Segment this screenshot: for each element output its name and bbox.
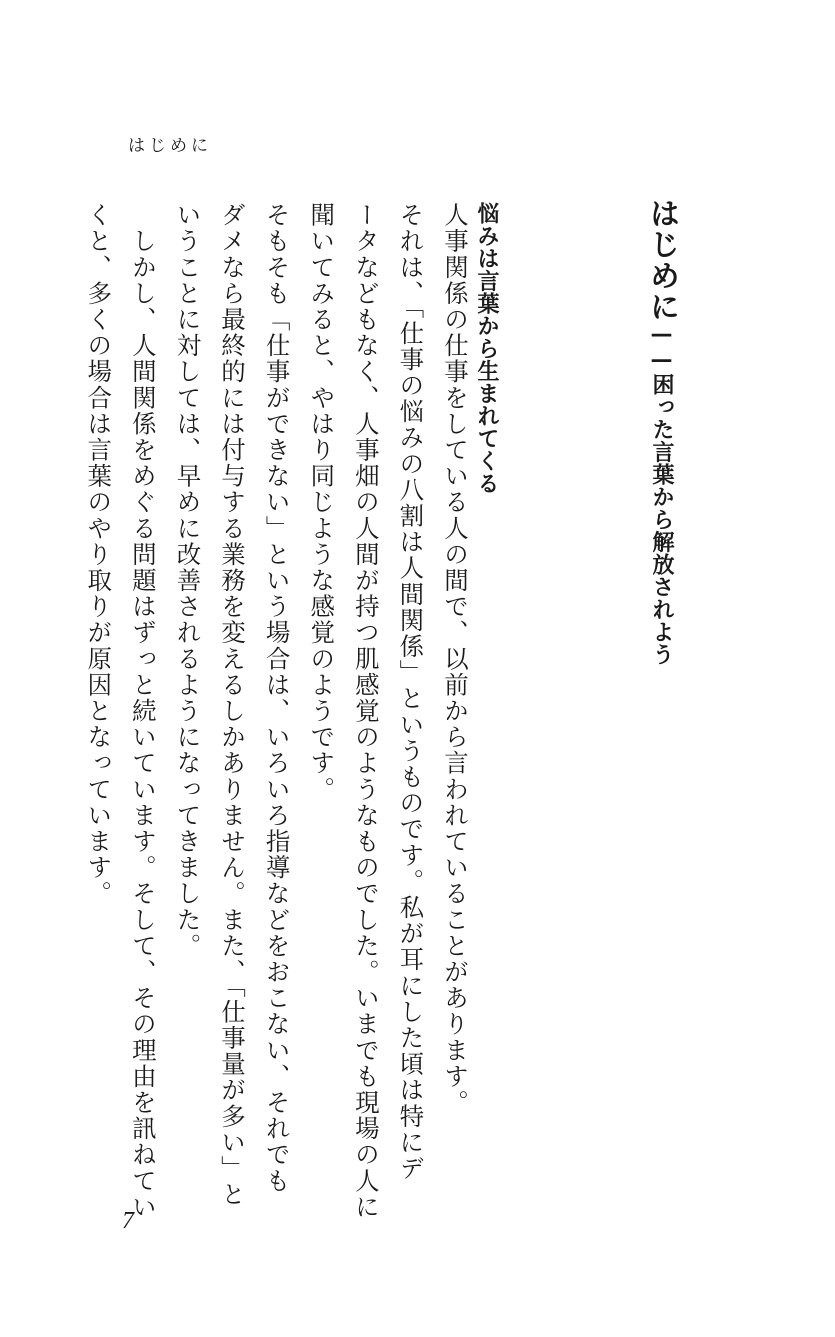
chapter-title — [641, 198, 681, 666]
section-heading: 悩みは言葉から生まれてくる — [474, 202, 499, 495]
chapter-subtitle: 困った言葉から解放されよう — [649, 373, 674, 666]
body-column: いうことに対しては、早めに改善されるようになってきました。 — [173, 202, 203, 959]
body-column: そもそも「仕事ができない」という場合は、いろいろ指導などをおこない、それでも — [262, 202, 292, 1194]
body-column: それは、「仕事の悩みの八割は人間関係」というものです。私が耳にした頃は特にデ — [396, 202, 426, 1182]
body-column: ータなどもなく、人事畑の人間が持つ肌感覚のようなものでした。いまでも現場の人に — [351, 202, 381, 1220]
chapter-title-main: はじめに — [644, 198, 679, 322]
body-column: ダメなら最終的には付与する業務を変えるしかありません。また、「仕事量が多い」と — [218, 202, 248, 1208]
body-text — [84, 202, 477, 1220]
chapter-title-dash: —— — [649, 322, 674, 373]
body-column: 人事関係の仕事をしている人の間で、以前から言われていることがあります。 — [441, 202, 470, 1116]
body-column: 聞いてみると、やはり同じような感覚のようです。 — [307, 202, 337, 803]
running-header: はじめに — [128, 136, 212, 156]
body-column: くと、多くの場合は言葉のやり取りが原因となっています。 — [84, 202, 114, 907]
page-number: 7 — [122, 1208, 134, 1234]
body-column: しかし、人間関係をめぐる問題はずっと続いています。そして、その理由を訊ねてい — [128, 202, 158, 1220]
